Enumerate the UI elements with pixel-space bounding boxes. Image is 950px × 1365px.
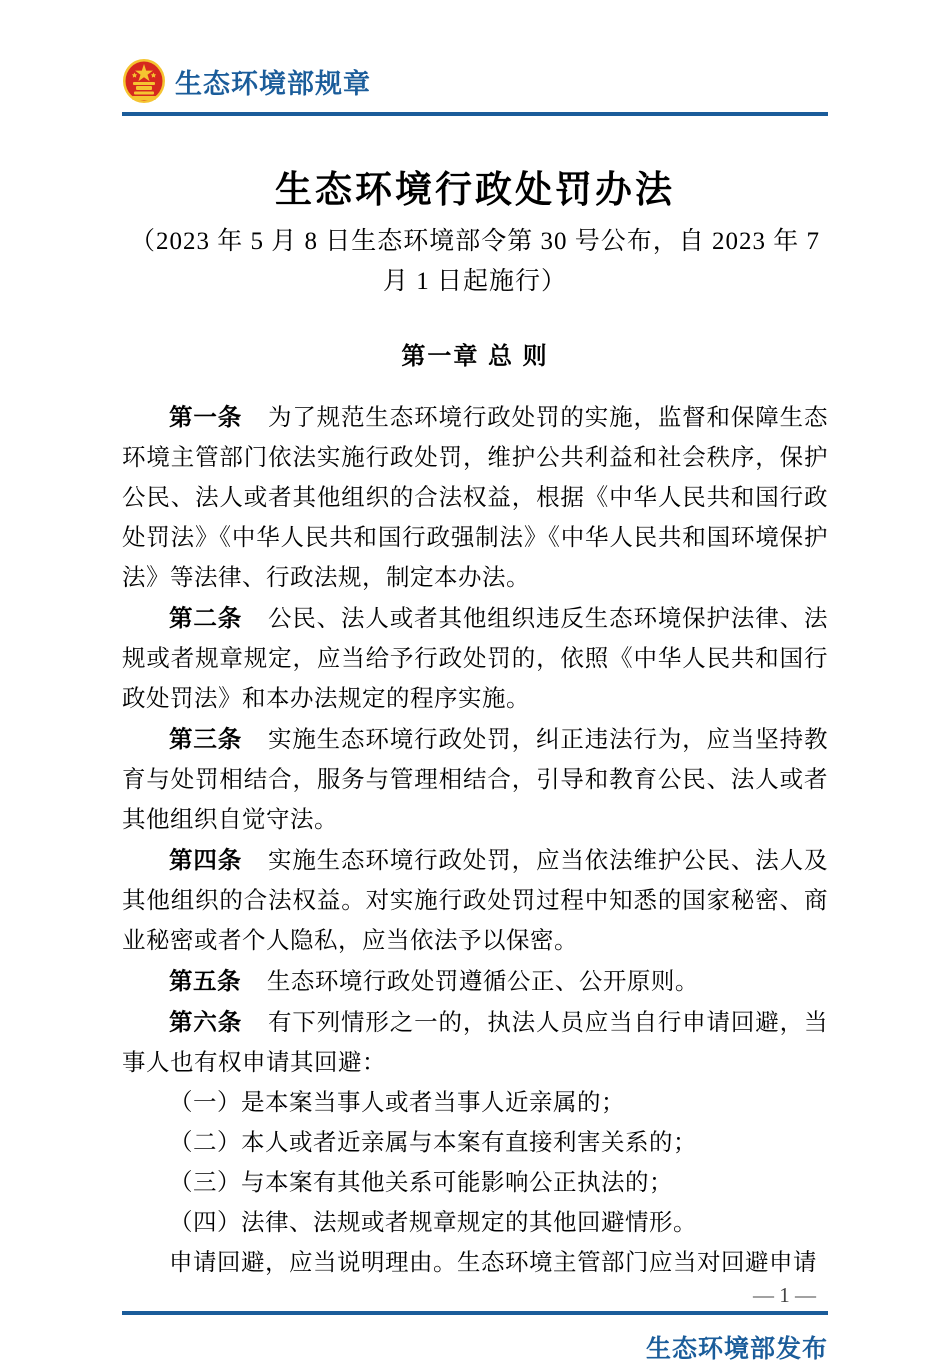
chapter-heading: 第一章 总 则	[401, 343, 549, 370]
article-number: 第六条	[169, 1009, 243, 1035]
document-footer	[122, 1283, 828, 1365]
closing-paragraph: 申请回避，应当说明理由。生态环境主管部门应当对回避申请	[169, 1250, 817, 1276]
article-paragraph	[122, 840, 828, 961]
clause-item: （一）是本案当事人或者当事人近亲属的；	[169, 1090, 625, 1116]
document-body	[122, 397, 828, 1283]
article-number: 第一条	[169, 404, 243, 430]
article-paragraph	[122, 397, 828, 598]
article-number: 第四条	[169, 847, 243, 873]
document-header	[122, 58, 828, 116]
clause-item: （三）与本案有其他关系可能影响公正执法的；	[169, 1170, 673, 1196]
document-subtitle: （2023 年 5 月 8 日生态环境部令第 30 号公布，自 2023 年 7 月 1 日起施行）	[129, 228, 820, 295]
article-number: 第三条	[169, 726, 243, 752]
article-paragraph	[122, 1002, 828, 1083]
page-number: — 1 —	[753, 1283, 816, 1307]
article-number: 第二条	[169, 605, 243, 631]
document-title: 生态环境行政处罚办法	[275, 170, 675, 211]
article-text: 有下列情形之一的，执法人员应当自行申请回避，当事人也有权申请其回避：	[122, 1010, 829, 1076]
article-text: 生态环境行政处罚遵循公正、公开原则。	[266, 969, 699, 995]
header-badge-label: 生态环境部规章	[175, 68, 371, 99]
article-number: 第五条	[169, 968, 241, 994]
article-paragraph	[122, 961, 828, 1002]
article-text: 实施生态环境行政处罚，纠正违法行为，应当坚持教育与处罚相结合，服务与管理相结合，引导和教育公民、法人或者其他组织自觉守法。	[122, 727, 829, 833]
article-text: 公民、法人或者其他组织违反生态环境保护法律、法规或者规章规定，应当给予行政处罚的，依照《中华人民共和国行政处罚法》和本办法规定的程序实施。	[122, 606, 829, 712]
article-text: 实施生态环境行政处罚，应当依法维护公民、法人及其他组织的合法权益。对实施行政处罚过程中知悉的国家秘密、商业秘密或者个人隐私，应当依法予以保密。	[122, 848, 829, 954]
clause-item: （四）法律、法规或者规章规定的其他回避情形。	[169, 1210, 697, 1236]
footer-divider	[122, 1311, 828, 1315]
clause-item: （二）本人或者近亲属与本案有直接利害关系的；	[169, 1130, 697, 1156]
article-paragraph	[122, 719, 828, 840]
article-text: 为了规范生态环境行政处罚的实施，监督和保障生态环境主管部门依法实施行政处罚，维护公共利益和社会秩序，保护公民、法人或者其他组织的合法权益，根据《中华人民共和国行政处罚法》《中华人民共和国行政强制法》《中华人民共和国环境保护法》等法律、行政法规，制定本办法。	[122, 405, 829, 591]
article-paragraph	[122, 598, 828, 719]
publisher-label: 生态环境部发布	[645, 1335, 828, 1363]
national-emblem-icon	[122, 58, 166, 104]
